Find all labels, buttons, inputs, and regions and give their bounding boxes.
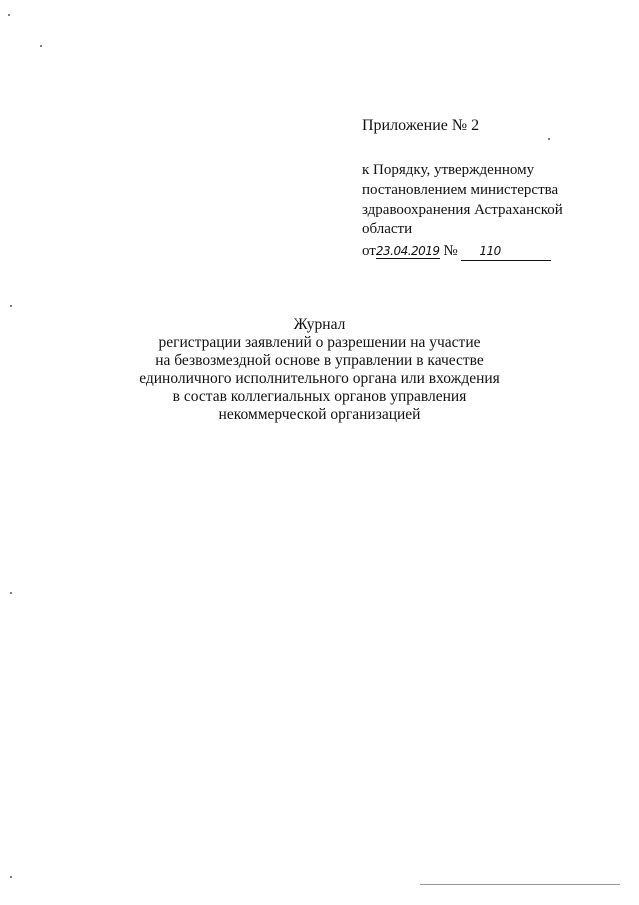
- annex-line: к Порядку, утвержденному: [362, 162, 535, 178]
- title-line: в состав коллегиальных органов управления: [172, 388, 467, 405]
- handwritten-date: 23.04.2019: [375, 244, 440, 258]
- annex-heading: Приложение № 2: [362, 117, 480, 134]
- date-prefix: от: [362, 243, 376, 259]
- annex-line: здравоохранения Астраханской: [362, 202, 563, 218]
- scan-speck: [40, 45, 42, 47]
- scan-speck: [10, 876, 12, 878]
- title-line: регистрации заявлений о разрешении на участие: [158, 334, 481, 351]
- title-line: единоличного исполнительного органа или вхождения: [139, 370, 500, 387]
- title-line: на безвозмездной основе в управлении в качестве: [155, 352, 484, 369]
- number-label: №: [443, 243, 458, 259]
- title-heading: Журнал: [293, 316, 346, 333]
- scan-edge-line: [420, 884, 620, 885]
- handwritten-number: 110: [479, 244, 501, 258]
- scan-speck: [10, 592, 12, 594]
- scan-speck: [10, 305, 12, 307]
- annex-date-line: [362, 243, 551, 261]
- annex-line: постановлением министерства: [362, 182, 559, 198]
- scan-speck: [8, 14, 10, 16]
- title-line: некоммерческой организацией: [218, 406, 421, 423]
- annex-line: области: [362, 221, 413, 237]
- scan-speck: [548, 138, 550, 140]
